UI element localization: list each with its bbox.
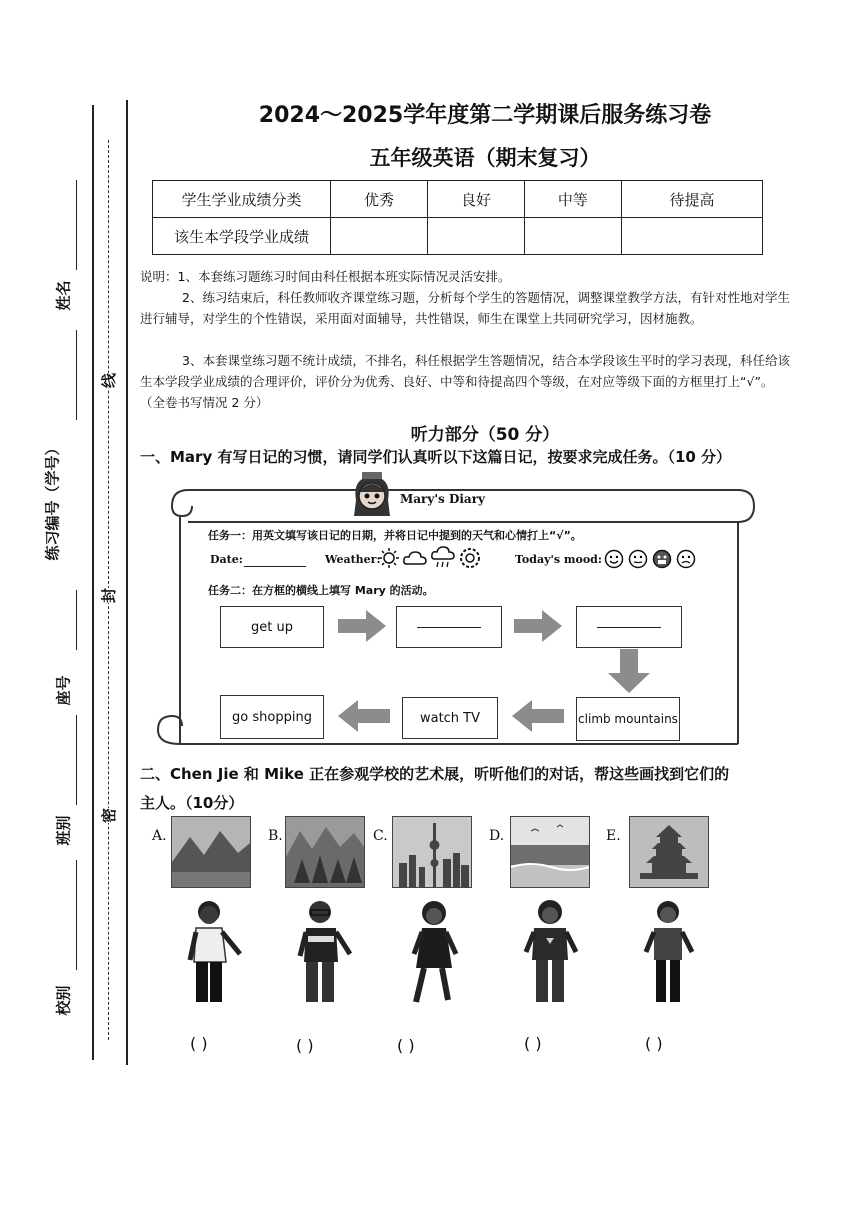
school-underline — [76, 860, 77, 970]
picture-label-e: E. — [606, 828, 621, 844]
arrow-left-icon — [512, 700, 564, 732]
activity-box-blank-2[interactable] — [576, 606, 682, 648]
listening-title: 听力部分（50 分） — [410, 425, 560, 445]
activity-box-climb-mountains: climb mountains — [576, 697, 680, 741]
painting-c-city-image — [392, 816, 472, 888]
arrow-right-icon — [338, 610, 386, 642]
class-underline — [76, 715, 77, 805]
painting-e-temple-image — [629, 816, 709, 888]
painting-b-forest-image — [285, 816, 365, 888]
grade-header-good: 良好 — [427, 181, 524, 218]
activity-box-watch-tv: watch TV — [402, 697, 498, 739]
picture-label-d: D. — [489, 828, 505, 844]
grade-box-excellent[interactable] — [331, 218, 428, 255]
name-label: 姓名 — [54, 280, 73, 311]
secret-mark: 密 — [100, 807, 119, 824]
line-mark: 线 — [100, 372, 119, 389]
grade-table — [152, 180, 763, 255]
child-4-figure — [522, 898, 582, 1006]
mood-label: Today's mood: — [515, 553, 602, 566]
child-2-figure — [296, 898, 356, 1006]
date-label: Date: — [210, 553, 243, 566]
answer-bracket-2[interactable]: ( ) — [296, 1036, 314, 1055]
note-1: 说明：1、本套练习题练习时间由科任根据本班实际情况灵活安排。 — [140, 269, 511, 284]
grade-header-excellent: 优秀 — [331, 181, 428, 218]
answer-bracket-1[interactable]: ( ) — [190, 1034, 208, 1053]
picture-label-a: A. — [152, 828, 167, 844]
neutral-face-icon[interactable] — [628, 549, 648, 569]
note-2: 2、练习结束后，科任教师收齐课堂练习题，分析每个学生的答题情况，调整课堂教学方法，有针对性地对学生进行辅导，对学生的个性错误，采用面对面辅导，共性错误，师生在课堂上共同研究学习，因材施教。 — [140, 290, 790, 326]
binding-line-inner — [126, 100, 128, 1065]
grade-box-improve[interactable] — [621, 218, 762, 255]
class-label: 班别 — [54, 815, 73, 846]
arrow-right-icon — [514, 610, 562, 642]
binding-line-outer — [92, 105, 94, 1060]
grade-header-improve: 待提高 — [621, 181, 762, 218]
sunny-icon[interactable] — [378, 547, 400, 569]
page-subtitle: 五年级英语（期末复习） — [369, 146, 601, 170]
mary-avatar-icon — [348, 470, 396, 522]
picture-label-c: C. — [373, 828, 388, 844]
grade-row-label: 该生本学段学业成绩 — [153, 218, 331, 255]
sad-face-icon[interactable] — [676, 549, 696, 569]
activity-box-go-shopping: go shopping — [220, 695, 324, 739]
practice-id-underline — [76, 330, 77, 420]
note-3: 3、本套课堂练习题不统计成绩，不排名，科任根据学生答题情况，结合本学段该生平时的学习表现，科任给该生本学段学业成绩的合理评价，评价分为优秀、良好、中等和待提高四个等级，在对应等级下面的方框里打上“√”。（全卷书写情况 2 分） — [140, 353, 790, 410]
task1-text: 任务一：用英文填写该日记的日期，并将日记中提到的天气和心情打上“√”。 — [208, 529, 582, 542]
grade-header-category: 学生学业成绩分类 — [153, 181, 331, 218]
cloudy-icon[interactable] — [402, 549, 428, 567]
name-underline — [76, 180, 77, 270]
page-title: 2024～2025学年度第二学期课后服务练习卷 — [258, 103, 712, 128]
rainy-icon[interactable] — [430, 546, 456, 570]
seal-mark: 封 — [100, 587, 119, 604]
arrow-down-icon — [608, 649, 650, 693]
school-label: 校别 — [54, 985, 73, 1016]
weather-label: Weather: — [325, 553, 381, 566]
snowy-icon[interactable] — [458, 546, 482, 570]
date-blank[interactable] — [244, 566, 306, 567]
answer-bracket-4[interactable]: ( ) — [524, 1034, 542, 1053]
child-3-figure — [406, 898, 462, 1006]
grade-box-good[interactable] — [427, 218, 524, 255]
seat-label: 座号 — [54, 675, 73, 706]
grade-box-average[interactable] — [524, 218, 621, 255]
child-1-figure — [182, 898, 248, 1006]
child-5-figure — [642, 898, 698, 1006]
q1-text: 一、Mary 有写日记的习惯，请同学们认真听以下这篇日记，按要求完成任务。（10 分） — [140, 448, 732, 466]
activity-box-get-up: get up — [220, 606, 324, 648]
arrow-left-icon — [338, 700, 390, 732]
picture-label-b: B. — [268, 828, 283, 844]
painting-d-sea-image — [510, 816, 590, 888]
happy-face-icon[interactable] — [604, 549, 624, 569]
activity-box-blank-1[interactable] — [396, 606, 502, 648]
angry-face-icon[interactable] — [652, 549, 672, 569]
task2-text: 任务二：在方框的横线上填写 Mary 的活动。 — [208, 584, 434, 597]
seat-underline — [76, 590, 77, 650]
diary-title: Mary's Diary — [400, 492, 485, 506]
grade-header-average: 中等 — [524, 181, 621, 218]
practice-id-label: 练习编号（学号） — [43, 440, 62, 561]
answer-bracket-5[interactable]: ( ) — [645, 1034, 663, 1053]
answer-bracket-3[interactable]: ( ) — [397, 1036, 415, 1055]
painting-a-mountains-image — [171, 816, 251, 888]
q2-text-line1: 二、Chen Jie 和 Mike 正在参观学校的艺术展，听听他们的对话，帮这些画找到它们的 — [140, 765, 730, 783]
q2-text-line2: 主人。（10分） — [140, 794, 244, 812]
